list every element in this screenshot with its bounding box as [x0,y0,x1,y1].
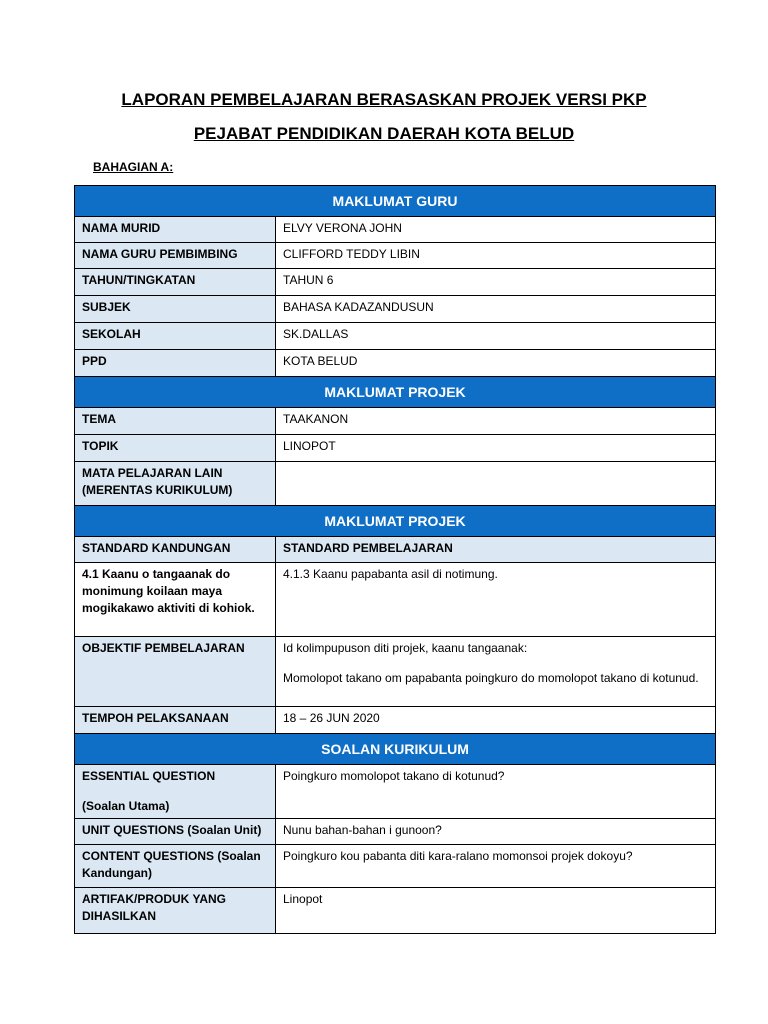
field-value: Poingkuro momolopot takano di kotunud? [276,765,716,819]
form-row-tahun [75,269,716,296]
field-label: TEMA [75,408,276,435]
form-row-tema [75,408,716,435]
form-row-mata-pelajaran [75,462,716,506]
field-value: Poingkuro kou pabanta diti kara-ralano momonsoi projek dokoyu? [276,845,716,888]
column-header-standard-pembelajaran: STANDARD PEMBELAJARAN [276,537,716,563]
report-title: LAPORAN PEMBELAJARAN BERASASKAN PROJEK VERSI PKP [121,90,647,109]
form-row-sekolah [75,323,716,350]
form-row-artifak [75,888,716,934]
field-value: BAHASA KADAZANDUSUN [276,296,716,323]
field-label: TEMPOH PELAKSANAAN [75,707,276,734]
field-value: TAAKANON [276,408,716,435]
field-value: ELVY VERONA JOHN [276,217,716,243]
field-value: 18 – 26 JUN 2020 [276,707,716,734]
column-header-standard-kandungan: STANDARD KANDUNGAN [75,537,276,563]
form-row-essential-question [75,765,716,819]
form-row-tempoh [75,707,716,734]
section-header-maklumat-projek-2: MAKLUMAT PROJEK [75,506,716,537]
field-value: SK.DALLAS [276,323,716,350]
field-label: TAHUN/TINGKATAN [75,269,276,296]
field-label: SEKOLAH [75,323,276,350]
field-label: NAMA GURU PEMBIMBING [75,243,276,269]
section-header-maklumat-guru: MAKLUMAT GURU [75,186,716,217]
form-row-nama-murid [75,217,716,243]
field-label: MATA PELAJARAN LAIN (MERENTAS KURIKULUM) [75,462,276,506]
form-row-ppd [75,350,716,377]
field-value: LINOPOT [276,435,716,462]
office-title: PEJABAT PENDIDIKAN DAERAH KOTA BELUD [193,124,575,143]
form-row-content-questions [75,845,716,888]
field-value: CLIFFORD TEDDY LIBIN [276,243,716,269]
field-value [276,462,716,506]
report-form-table [74,185,716,934]
form-row-subjek [75,296,716,323]
form-row-unit-questions [75,819,716,845]
field-label: SUBJEK [75,296,276,323]
field-label: ARTIFAK/PRODUK YANG DIHASILKAN [75,888,276,934]
field-value: Id kolimpupuson diti projek, kaanu tangaanak: Momolopot takano om papabanta poingkuro do momolopot takano di kotunud. [276,637,716,707]
field-value: TAHUN 6 [276,269,716,296]
field-label: TOPIK [75,435,276,462]
standard-kandungan-value: 4.1 Kaanu o tangaanak do monimung koilaan maya mogikakawo aktiviti di kohiok. [75,563,276,637]
field-value: Nunu bahan-bahan i gunoon? [276,819,716,845]
field-label: CONTENT QUESTIONS (Soalan Kandungan) [75,845,276,888]
section-header-maklumat-projek: MAKLUMAT PROJEK [75,377,716,408]
field-label: NAMA MURID [75,217,276,243]
form-row-topik [75,435,716,462]
form-row-objektif [75,637,716,707]
field-label: OBJEKTIF PEMBELAJARAN [75,637,276,707]
field-label: ESSENTIAL QUESTION (Soalan Utama) [75,765,276,819]
standard-pembelajaran-value: 4.1.3 Kaanu papabanta asil di notimung. [276,563,716,637]
field-value: Linopot [276,888,716,934]
field-label: UNIT QUESTIONS (Soalan Unit) [75,819,276,845]
field-value: KOTA BELUD [276,350,716,377]
field-label: PPD [75,350,276,377]
section-label: BAHAGIAN A: [93,160,174,174]
section-header-soalan-kurikulum: SOALAN KURIKULUM [75,734,716,765]
form-row-nama-guru [75,243,716,269]
form-row-standard [75,563,716,637]
form-row-standard-headers [75,537,716,563]
